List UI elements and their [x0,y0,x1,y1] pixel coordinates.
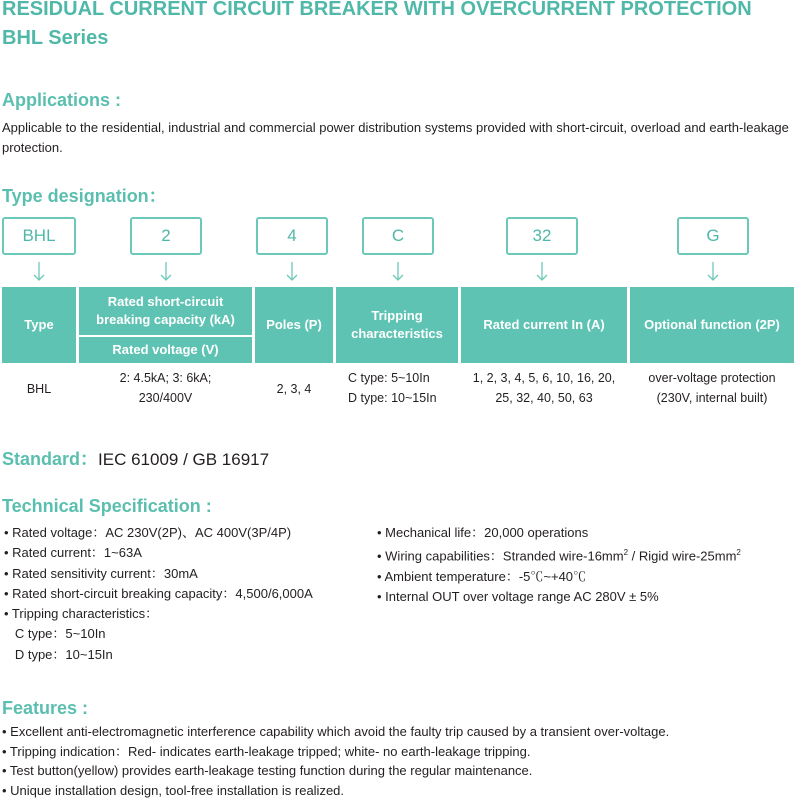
arrow-down-icon [536,262,548,282]
header-capacity: Rated short-circuit breaking capacity (kA) [79,287,252,335]
arrow-down-icon [160,262,172,282]
code-box-type: BHL [2,217,76,255]
page-title: RESIDUAL CURRENT CIRCUIT BREAKER WITH OVERCURRENT PROTECTION [2,0,752,20]
value-poles: 2, 3, 4 [276,382,312,396]
series-title: BHL Series [2,27,109,49]
arrow-down-icon [392,262,404,282]
wiring-text-b: / Rigid wire-25mm [628,548,737,564]
feature-item: • Unique installation design, tool-free installation is realized. [2,782,345,798]
applications-heading: Applications : [2,90,122,110]
spec-item: D type：10~15In [4,646,113,662]
superscript: 2 [623,548,629,558]
spec-item [377,543,741,567]
feature-item: • Tripping indication：Red- indicates earth-leakage tripped; white- no earth-leakage tripping. [2,743,531,759]
header-voltage: Rated voltage (V) [79,337,252,363]
value-tripping-c: C type: 5~10In [348,371,430,385]
feature-item: • Excellent anti-electromagnetic interference capability which avoid the faulty trip caused by a transient over-voltage. [2,724,670,739]
type-designation-heading: Type designation： [2,186,167,206]
code-box-capacity: 2 [130,217,202,255]
standard-value: IEC 61009 / GB 16917 [98,450,270,469]
code-box-tripping: C [362,217,434,255]
wiring-text-a: • Wiring capabilities：Stranded wire-16mm [377,548,624,564]
header-type: Type [2,287,76,363]
spec-item: • Ambient temperature：-5℃~+40℃ [377,568,587,584]
spec-item: • Internal OUT over voltage range AC 280V ± 5% [377,589,659,605]
header-optional: Optional function (2P) [630,287,794,363]
header-poles: Poles (P) [255,287,333,363]
superscript: 2 [736,548,741,558]
standard-label: Standard： [2,449,99,469]
code-box-poles: 4 [256,217,328,255]
value-capacity [79,368,252,408]
arrow-down-icon [707,262,719,282]
features-heading: Features : [2,698,89,718]
code-box-current: 32 [506,217,578,255]
spec-item: • Rated current：1~63A [4,545,142,561]
technical-heading: Technical Specification : [2,496,212,516]
features-list [2,722,669,800]
value-voltage-line: 230/400V [138,391,193,405]
spec-item: • Rated short-circuit breaking capacity：4,500/6,000A [4,585,313,601]
header-tripping: Tripping characteristics [336,287,458,363]
spec-right-list [377,523,741,608]
value-optional-line2: (230V, internal built) [656,391,768,405]
value-tripping [336,368,458,408]
arrow-down-icon [33,262,45,282]
value-current [461,368,627,408]
spec-item: • Mechanical life：20,000 operations [377,525,589,540]
spec-item: • Rated voltage：AC 230V(2P)、AC 400V(3P/4P) [4,525,292,540]
value-capacity-line: 2: 4.5kA; 3: 6kA; [119,371,212,385]
spec-left-list [4,523,313,665]
value-tripping-d: D type: 10~15In [348,391,437,405]
value-current-line2: 25, 32, 40, 50, 63 [495,391,593,405]
value-optional [630,368,794,408]
feature-item: • Test button(yellow) provides earth-leakage testing function during the regular maintenance. [2,763,533,778]
spec-item: • Tripping characteristics： [4,606,159,622]
value-current-line1: 1, 2, 3, 4, 5, 6, 10, 16, 20, [472,371,616,385]
spec-item: • Rated sensitivity current：30mA [4,565,198,581]
header-current: Rated current In (A) [461,287,627,363]
code-box-optional: G [677,217,749,255]
standard-line [2,445,269,471]
value-optional-line1: over-voltage protection [648,371,776,385]
applications-text: Applicable to the residential, industrial and commercial power distribution systems provided with short-circuit, overload and earth-leakage protection. [2,120,789,155]
spec-item: C type：5~10In [4,626,106,642]
value-type: BHL [26,382,52,396]
arrow-down-icon [286,262,298,282]
